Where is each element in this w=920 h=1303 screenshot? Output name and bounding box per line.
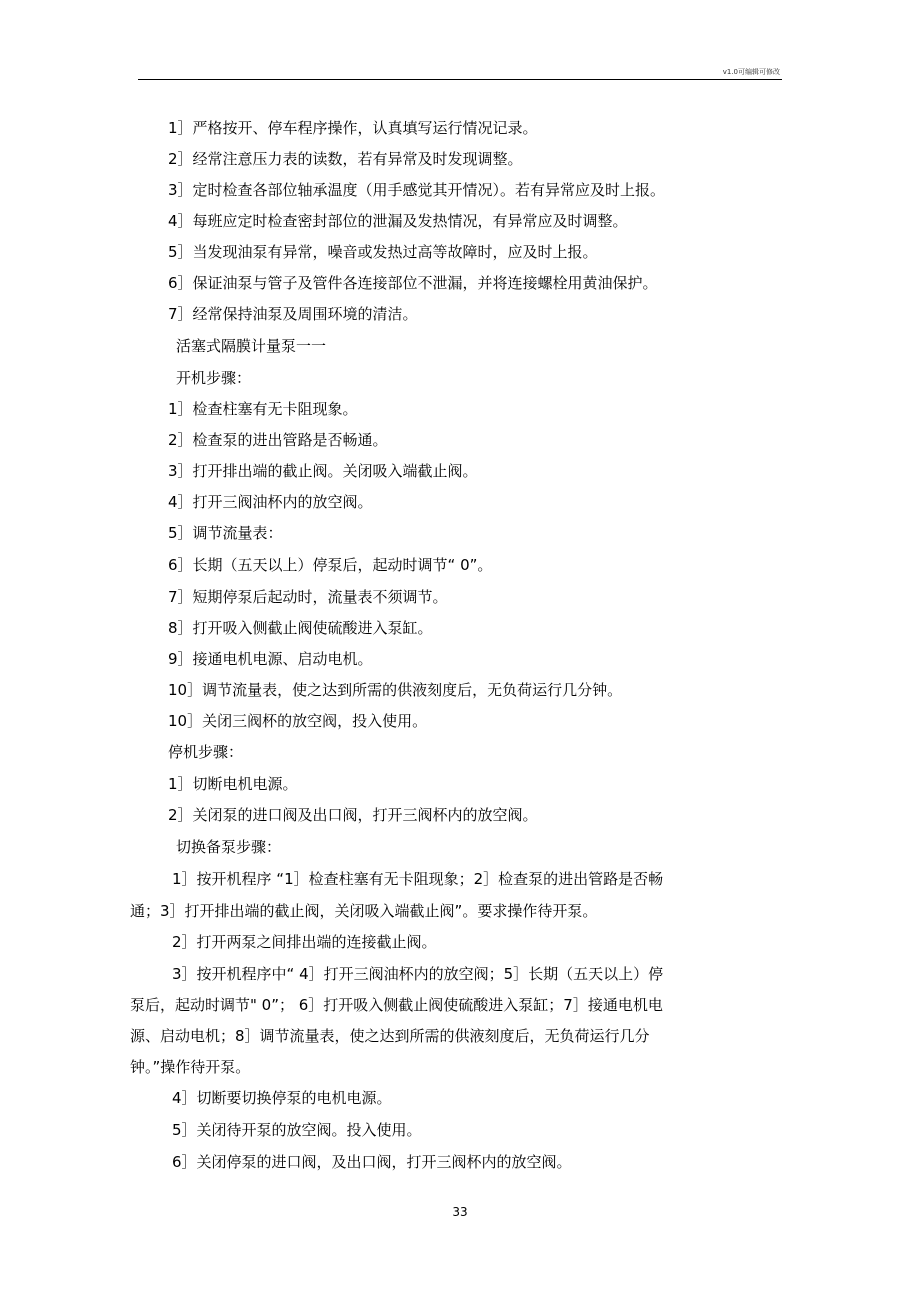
text-line: 9］接通电机电源、启动电机。 [168,650,373,668]
text-line: 7］经常保持油泵及周围环境的清洁。 [168,305,418,323]
text-line: 4］打开三阀油杯内的放空阀。 [168,493,373,511]
text-line: 4］每班应定时检查密封部位的泄漏及发热情况，有异常应及时调整。 [168,212,628,230]
text-line: 4］切断要切换停泵的电机电源。 [172,1089,392,1107]
text-line: 5］当发现油泵有异常，噪音或发热过高等故障时，应及时上报。 [168,243,598,261]
text-line: 5］调节流量表： [168,524,283,542]
text-line: 钟。”操作待开泵。 [130,1058,251,1076]
text-line: 1］按开机程序 “1］检查柱塞有无卡阻现象；2］检查泵的进出管路是否畅 [172,870,664,888]
version-note: v1.0可编辑可修改 [722,68,780,76]
text-line: 3］定时检查各部位轴承温度（用手感觉其开情况）。若有异常应及时上报。 [168,181,666,199]
text-line: 1］严格按开、停车程序操作，认真填写运行情况记录。 [168,119,538,137]
text-line: 3］打开排出端的截止阀。关闭吸入端截止阀。 [168,462,478,480]
text-line: 5］关闭待开泵的放空阀。投入使用。 [172,1121,422,1139]
text-line: 7］短期停泵后起动时，流量表不须调节。 [168,588,448,606]
section-heading: 活塞式隔膜计量泵一一 [176,337,327,355]
text-line: 1］切断电机电源。 [168,775,298,793]
text-line: 6］关闭停泵的进口阀，及出口阀，打开三阀杯内的放空阀。 [172,1153,572,1171]
text-line: 10］关闭三阀杯的放空阀，投入使用。 [168,712,428,730]
header-rule [138,79,782,80]
section-heading: 切换备泵步骤： [176,838,282,856]
text-line: 1］检查柱塞有无卡阻现象。 [168,400,358,418]
text-line: 6］长期（五天以上）停泵后，起动时调节“ 0”。 [168,556,493,574]
text-line: 2］经常注意压力表的读数，若有异常及时发现调整。 [168,150,523,168]
section-heading: 停机步骤： [168,743,244,761]
text-line: 2］打开两泵之间排出端的连接截止阀。 [172,933,437,951]
page-number: 33 [452,1205,468,1219]
section-heading: 开机步骤： [176,369,252,387]
text-line: 2］关闭泵的进口阀及出口阀，打开三阀杯内的放空阀。 [168,806,538,824]
text-line: 6］保证油泵与管子及管件各连接部位不泄漏，并将连接螺栓用黄油保护。 [168,274,658,292]
text-line: 源、启动电机；8］调节流量表，使之达到所需的供液刻度后，无负荷运行几分 [130,1027,650,1045]
text-line: 泵后，起动时调节" 0”； 6］打开吸入侧截止阀使硫酸进入泵缸；7］接通电机电 [130,996,663,1014]
text-line: 10］调节流量表，使之达到所需的供液刻度后，无负荷运行几分钟。 [168,681,623,699]
text-line: 3］按开机程序中“ 4］打开三阀油杯内的放空阀；5］长期（五天以上）停 [172,965,664,983]
text-line: 通；3］打开排出端的截止阀，关闭吸入端截止阀”。要求操作待开泵。 [130,902,598,920]
text-line: 2］检查泵的进出管路是否畅通。 [168,431,388,449]
text-line: 8］打开吸入侧截止阀使硫酸进入泵缸。 [168,619,433,637]
